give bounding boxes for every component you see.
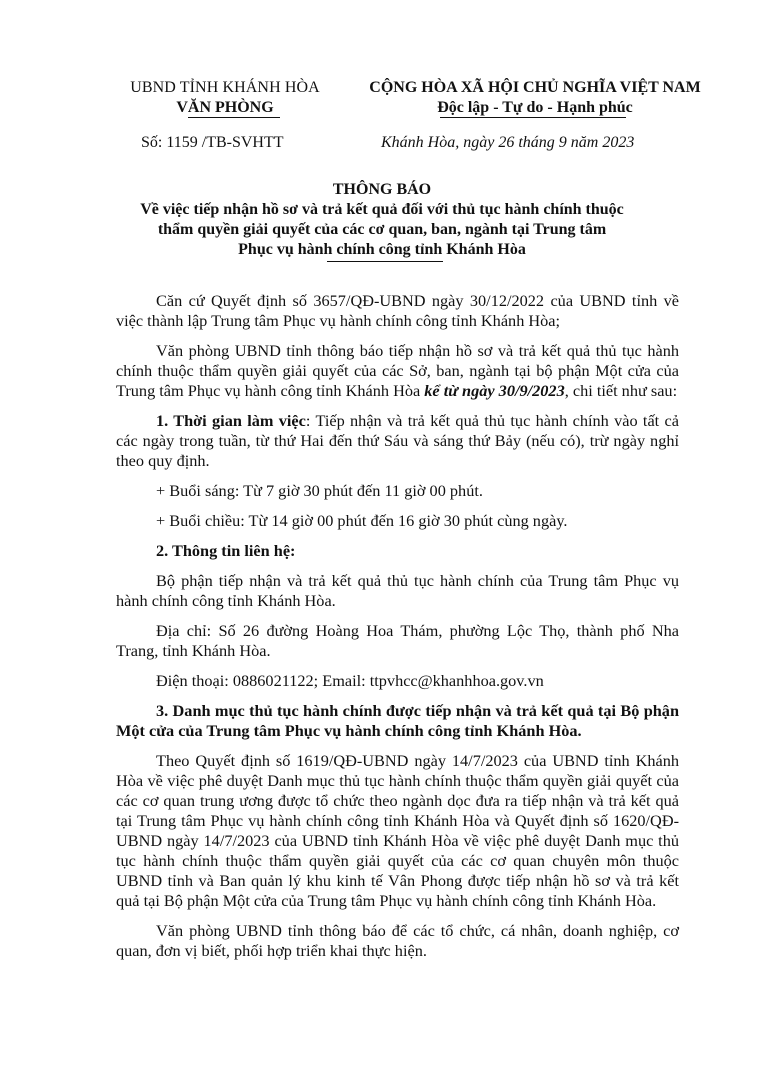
section-1-text: : Tiếp nhận và trả kết quả thủ tục hành chính vào tất cả các ngày trong tuần, từ thứ Hai đến thứ Sáu và sáng thứ Bảy (nếu có), trừ ngày nghỉ theo quy định. bbox=[116, 411, 679, 470]
announcement-text: Văn phòng UBND tỉnh thông báo tiếp nhận hồ sơ và trả kết quả thủ tục hành chính thuộc thẩm quyền giải quyết của các Sở, ban, ngành tại bộ phận Một cửa của Trung tâm Phục vụ hành công tỉnh Khánh Hòa bbox=[116, 341, 679, 400]
contact-address: Địa chỉ: Số 26 đường Hoàng Hoa Thám, phường Lộc Thọ, thành phố Nha Trang, tỉnh Khánh Hòa. bbox=[116, 621, 679, 660]
effective-date: kể từ ngày 30/9/2023 bbox=[424, 381, 565, 400]
announcement-tail: , chi tiết như sau: bbox=[564, 381, 678, 400]
closing-paragraph: Văn phòng UBND tỉnh thông báo để các tổ chức, cá nhân, doanh nghiệp, cơ quan, đơn vị biết, phối hợp triển khai thực hiện. bbox=[116, 921, 679, 960]
legal-basis-paragraph: Căn cứ Quyết định số 3657/QĐ-UBND ngày 30/12/2022 của UBND tỉnh về việc thành lập Trung tâm Phục vụ hành chính công tỉnh Khánh Hòa; bbox=[116, 291, 679, 330]
section-3-text: Theo Quyết định số 1619/QĐ-UBND ngày 14/7/2023 của UBND tỉnh Khánh Hòa về việc phê duyệt Danh mục thủ tục hành chính thuộc thẩm quyền giải quyết của các cơ quan trung ương được tổ chức theo ngành dọc đưa ra tiếp nhận và trả kết quả tại Trung tâm Phục vụ hành chính công tỉnh Khánh Hòa và Quyết định số 1620/QĐ-UBND ngày 14/7/2023 của UBND tỉnh Khánh Hòa về việc phê duyệt Danh mục thủ tục hành chính thuộc thẩm quyền giải quyết của các cơ quan chuyên môn thuộc UBND tỉnh và Ban quản lý khu kinh tế Vân Phong được tiếp nhận hồ sơ và trả kết quả tại Bộ phận Một cửa của Trung tâm Phục vụ hành chính công tỉnh Khánh Hòa. bbox=[116, 751, 679, 910]
document-number: Số: 1159 /TB-SVHTT bbox=[141, 134, 284, 151]
document-body bbox=[116, 291, 679, 971]
afternoon-hours: + Buổi chiều: Từ 14 giờ 00 phút đến 16 giờ 30 phút cùng ngày. bbox=[156, 511, 568, 530]
morning-hours: + Buổi sáng: Từ 7 giờ 30 phút đến 11 giờ 00 phút. bbox=[156, 481, 483, 500]
agency-underline bbox=[188, 117, 280, 118]
section-1-heading: 1. Thời gian làm việc bbox=[156, 411, 306, 430]
title-line-2: thẩm quyền giải quyết của các cơ quan, ban, ngành tại Trung tâm bbox=[157, 221, 607, 238]
announcement-paragraph bbox=[116, 341, 679, 401]
section-3-heading: 3. Danh mục thủ tục hành chính được tiếp nhận và trả kết quả tại Bộ phận Một cửa của Trung tâm Phục vụ hành chính công tỉnh Khánh Hòa. bbox=[116, 701, 679, 740]
country-name: CỘNG HÒA XÃ HỘI CHỦ NGHĨA VIỆT NAM bbox=[369, 79, 701, 96]
motto-underline bbox=[440, 117, 626, 118]
title-main: THÔNG BÁO bbox=[332, 181, 432, 198]
document-title bbox=[80, 180, 684, 260]
province-committee-name: UBND TỈNH KHÁNH HÒA bbox=[130, 79, 320, 96]
working-hours-paragraph bbox=[116, 411, 679, 471]
title-line-3: Phục vụ hành chính công tỉnh Khánh Hòa bbox=[238, 241, 526, 258]
contact-department: Bộ phận tiếp nhận và trả kết quả thủ tục hành chính của Trung tâm Phục vụ hành chính công tỉnh Khánh Hòa. bbox=[116, 571, 679, 610]
national-motto: Độc lập - Tự do - Hạnh phúc bbox=[437, 99, 633, 116]
section-2-heading: 2. Thông tin liên hệ: bbox=[156, 541, 296, 560]
title-underline bbox=[327, 261, 443, 262]
contact-phone-email: Điện thoại: 0886021122; Email: ttpvhcc@khanhhoa.gov.vn bbox=[156, 671, 544, 690]
national-motto-block bbox=[350, 78, 720, 118]
issuing-agency-block bbox=[110, 78, 340, 118]
document-date: Khánh Hòa, ngày 26 tháng 9 năm 2023 bbox=[381, 134, 635, 151]
title-line-1: Về việc tiếp nhận hồ sơ và trả kết quả đối với thủ tục hành chính thuộc bbox=[140, 201, 624, 218]
office-name: VĂN PHÒNG bbox=[176, 99, 274, 116]
